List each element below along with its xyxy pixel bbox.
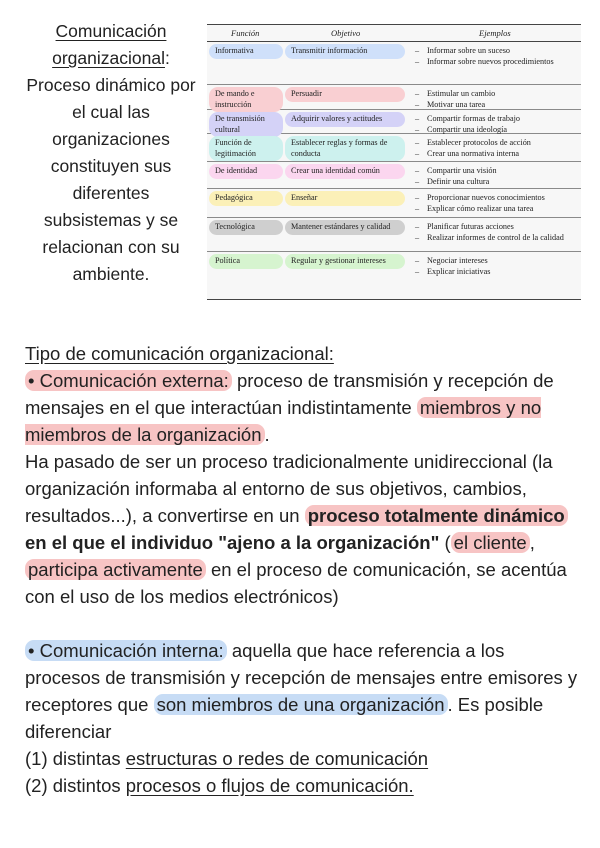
example-item: – Planificar futuras acciones	[415, 222, 579, 233]
example-item: – Explicar cómo realizar una tarea	[415, 204, 579, 215]
cell-funcion: De transmisión cultural	[209, 112, 283, 137]
externa-text-5: ,	[529, 532, 535, 553]
externa-text-2: .	[264, 424, 270, 445]
externa-text-1: proceso de transmisión y recepción de mensajes en el que interactúan indistintamente	[25, 370, 554, 418]
cell-objetivo: Establecer reglas y formas de conducta	[285, 136, 405, 161]
table-row	[207, 42, 581, 85]
cell-objetivo: Crear una identidad común	[285, 164, 405, 179]
example-item: – Proporcionar nuevos conocimientos	[415, 193, 579, 204]
example-item: – Compartir una visión	[415, 166, 579, 177]
term-line2: organizacional	[52, 48, 165, 68]
interna-item-2	[25, 772, 580, 799]
table-row	[207, 110, 581, 134]
item2-prefix: (2) distintos	[25, 775, 126, 796]
table-row	[207, 218, 581, 252]
table-row	[207, 252, 581, 300]
term-line1: Comunicación	[55, 21, 167, 41]
cell-funcion: Política	[209, 254, 283, 269]
term-colon: :	[164, 48, 170, 68]
externa-highlight-3: el cliente	[451, 532, 530, 553]
example-item: – Establecer protocolos de acción	[415, 138, 579, 149]
cell-ejemplos	[415, 46, 579, 67]
cell-ejemplos	[415, 222, 579, 243]
example-item: – Compartir formas de trabajo	[415, 114, 579, 125]
externa-text-6: en el proceso de comunicación, se acentúa con el uso de los medios electrónicos)	[25, 559, 567, 607]
cell-ejemplos	[415, 89, 579, 110]
cell-objetivo: Adquirir valores y actitudes	[285, 112, 405, 127]
table-row	[207, 189, 581, 218]
example-item: – Crear una normativa interna	[415, 149, 579, 160]
definition-term	[22, 18, 200, 72]
cell-objetivo: Transmitir información	[285, 44, 405, 59]
cell-funcion: De mando e instrucción	[209, 87, 283, 112]
definition-block	[22, 18, 200, 288]
externa-label: • Comunicación externa:	[25, 370, 232, 391]
cell-objetivo: Persuadir	[285, 87, 405, 102]
cell-ejemplos	[415, 256, 579, 277]
table-row	[207, 162, 581, 189]
example-item: – Negociar intereses	[415, 256, 579, 267]
cell-ejemplos	[415, 166, 579, 187]
example-item: – Realizar informes de control de la calidad	[415, 233, 579, 244]
interna-text-2: . Es posible diferenciar	[25, 694, 544, 742]
cell-funcion: De identidad	[209, 164, 283, 179]
interna-paragraph	[25, 637, 580, 745]
interna-highlight-1: son miembros de una organización	[154, 694, 448, 715]
interna-text-1: aquella que hace referencia a los procesos de transmisión y recepción de mensajes entre emisores y receptores que	[25, 640, 578, 715]
table-header	[207, 24, 581, 42]
cell-ejemplos	[415, 114, 579, 135]
externa-paragraph	[25, 367, 580, 448]
functions-table	[207, 24, 581, 300]
cell-objetivo: Regular y gestionar intereses	[285, 254, 405, 269]
cell-ejemplos	[415, 138, 579, 159]
example-item: – Motivar una tarea	[415, 100, 579, 111]
example-item: – Definir una cultura	[415, 177, 579, 188]
example-item: – Informar sobre un suceso	[415, 46, 579, 57]
cell-funcion: Informativa	[209, 44, 283, 59]
cell-funcion: Función de legitimación	[209, 136, 283, 161]
example-item: – Explicar iniciativas	[415, 267, 579, 278]
spacer	[25, 610, 580, 637]
item2-underlined: procesos o flujos de comunicación.	[125, 775, 414, 796]
section-heading: Tipo de comunicación organizacional:	[25, 343, 334, 364]
cell-funcion: Tecnológica	[209, 220, 283, 235]
interna-item-1	[25, 745, 580, 772]
externa-highlight-1: miembros y no miembros de la organización	[25, 397, 542, 445]
externa-bold-1: en el que el individuo "ajeno a la organización"	[25, 532, 440, 553]
item1-prefix: (1) distintas	[25, 748, 126, 769]
cell-objetivo: Mantener estándares y calidad	[285, 220, 405, 235]
table-row	[207, 134, 581, 162]
item1-underlined: estructuras o redes de comunicación	[125, 748, 429, 769]
definition-text: Proceso dinámico por el cual las organizaciones constituyen sus diferentes subsistemas y se relacionan con su ambiente.	[26, 75, 196, 284]
cell-objetivo: Enseñar	[285, 191, 405, 206]
example-item: – Informar sobre nuevos procedimientos	[415, 57, 579, 68]
interna-label: • Comunicación interna:	[25, 640, 227, 661]
header-objetivo: Objetivo	[331, 28, 361, 38]
externa-text-4: (	[439, 532, 451, 553]
example-item: – Compartir una ideología	[415, 125, 579, 136]
header-funcion: Función	[231, 28, 260, 38]
externa-highlight-4: participa activamente	[25, 559, 206, 580]
externa-text-3: Ha pasado de ser un proceso tradicionalmente unidireccional (la organización informaba al entorno de sus objetivos, cambios, resultados...), a convertirse en un	[25, 451, 553, 526]
cell-ejemplos	[415, 193, 579, 214]
body-text	[25, 340, 580, 799]
header-ejemplos: Ejemplos	[479, 28, 511, 38]
example-item: – Estimular un cambio	[415, 89, 579, 100]
externa-paragraph-2	[25, 448, 580, 610]
table-row	[207, 85, 581, 110]
externa-highlight-2: proceso totalmente dinámico	[305, 505, 568, 526]
cell-funcion: Pedagógica	[209, 191, 283, 206]
